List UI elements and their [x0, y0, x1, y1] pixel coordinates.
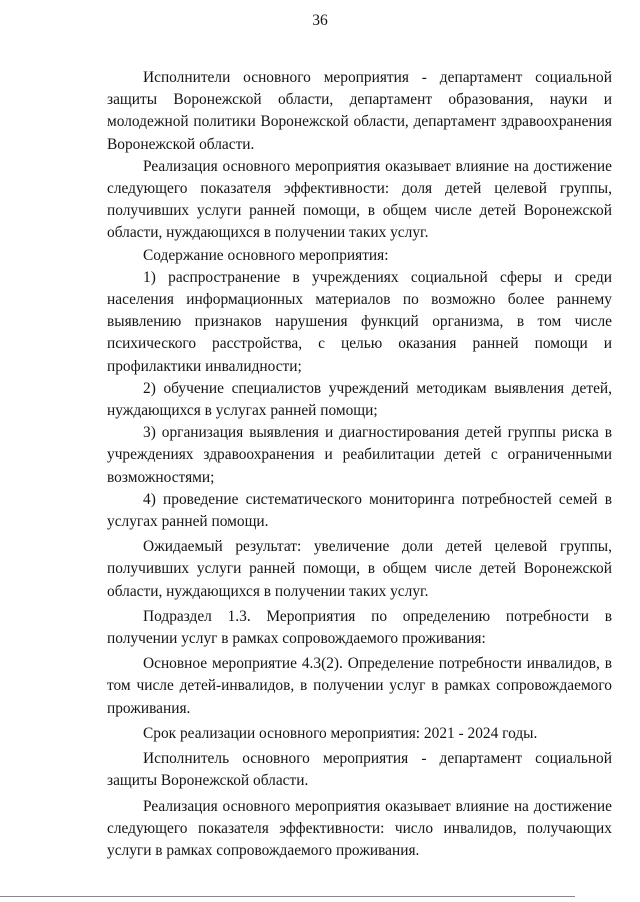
paragraph-impact-1: Реализация основного мероприятия оказывает влияние на достижение следующего показателя эффективности: доля детей целевой группы, получивших услуги ранней помощи, в общем числе детей Воронежской области, нуждающихся в получении таких услуг. [107, 157, 612, 242]
paragraph-term: Срок реализации основного мероприятия: 2021 - 2024 годы. [143, 724, 538, 742]
paragraph-executors-1: Исполнители основного мероприятия - департамент социальной защиты Воронежской области, департамент образования, науки и молодежной политики Воронежской области, департамент здравоохранения Воронежской области. [107, 69, 612, 153]
paragraph-item-4: 4) проведение систематического мониторинга потребностей семей в услугах ранней помощи. [107, 490, 612, 531]
paragraph-main-event-4-3-2: Основное мероприятие 4.3(2). Определение потребности инвалидов, в том числе детей-инвалидов, в получении услуг в рамках сопровождаемого проживания. [107, 655, 612, 717]
document-body [107, 67, 612, 862]
paragraph-expected-result: Ожидаемый результат: увеличение доли детей целевой группы, получивших услуги ранней помощи, в общем числе детей Воронежской области, нуждающихся в получении таких услуг. [107, 538, 612, 600]
paragraph-item-1: 1) распространение в учреждениях социальной сферы и среди населения информационных материалов по возможно более раннему выявлению признаков нарушения функций организма, в том числе психического расстройства, с целью оказания ранней помощи и профилактики инвалидности; [107, 268, 612, 375]
paragraph-item-2: 2) обучение специалистов учреждений методикам выявления детей, нуждающихся в услугах ранней помощи; [107, 379, 612, 420]
paragraph-contents-heading: Содержание основного мероприятия: [143, 246, 389, 264]
page-bottom-edge-line [0, 896, 575, 897]
page-number: 36 [312, 12, 328, 29]
paragraph-item-3: 3) организация выявления и диагностирования детей группы риска в учреждениях здравоохранения и реабилитации детей с ограниченными возможностями; [107, 424, 612, 486]
paragraph-subsection-1-3: Подраздел 1.3. Мероприятия по определению потребности в получении услуг в рамках сопровождаемого проживания: [107, 607, 612, 648]
paragraph-executor-2: Исполнитель основного мероприятия - департамент социальной защиты Воронежской области. [107, 750, 612, 790]
paragraph-impact-2: Реализация основного мероприятия оказывает влияние на достижение следующего показателя эффективности: число инвалидов, получающих услуги в рамках сопровождаемого проживания. [107, 797, 612, 859]
